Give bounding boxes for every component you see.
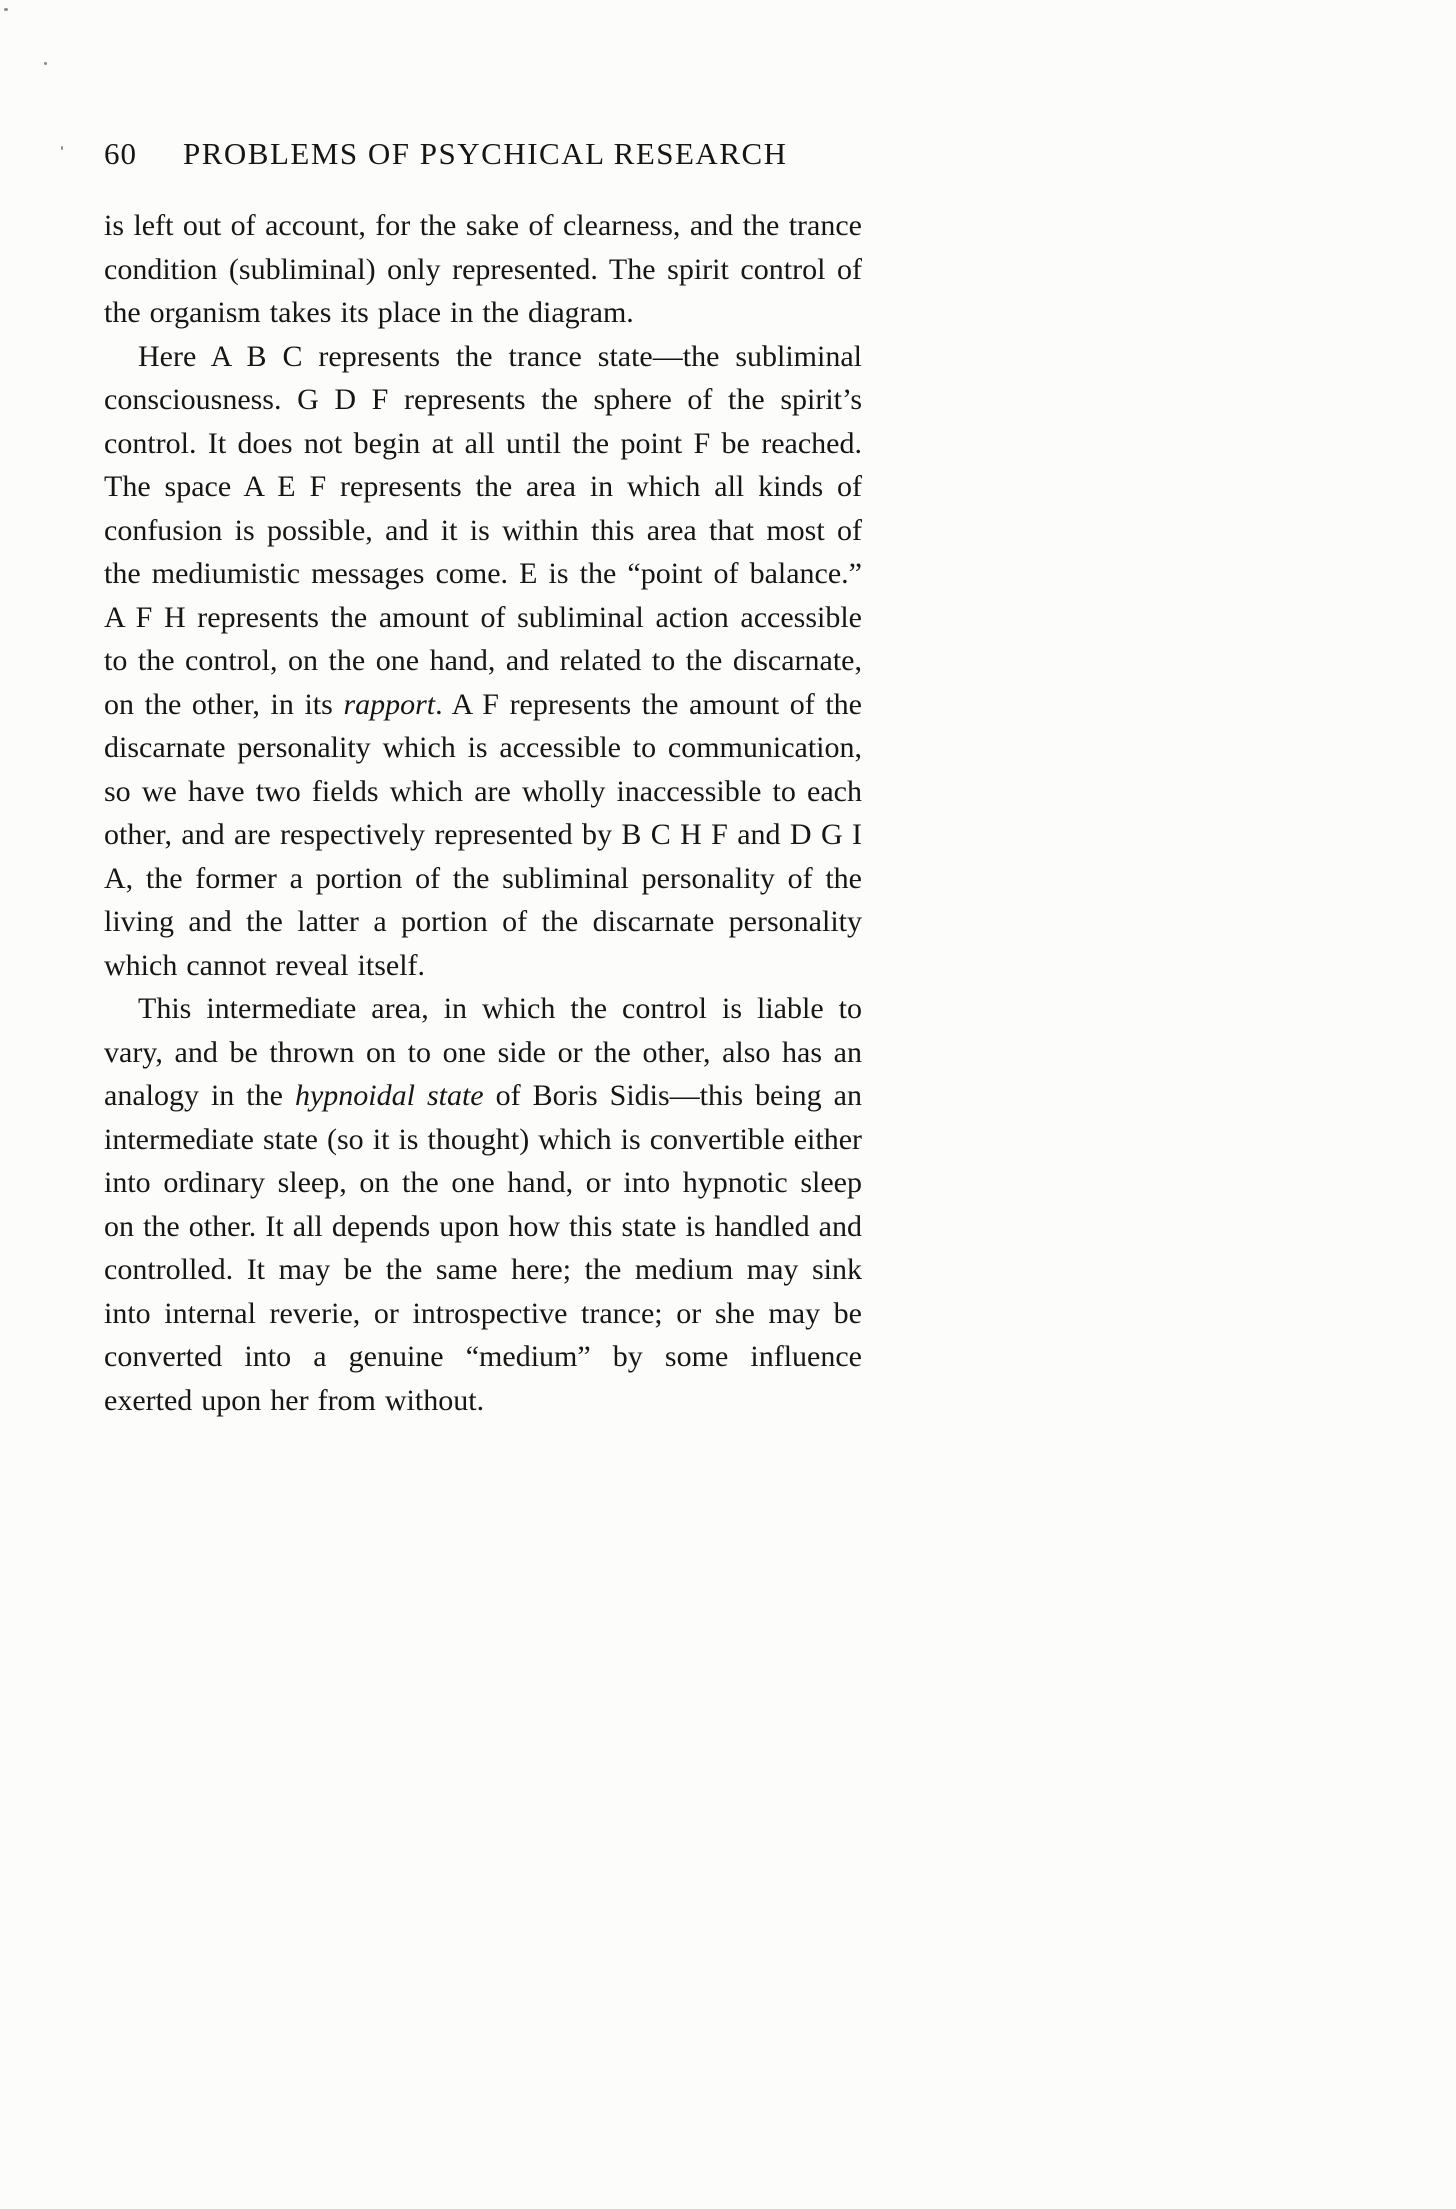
text-run: This intermediate area, in which the control is liable to vary, and be thrown on to one side or the other, also has an analogy in the [104, 992, 862, 1112]
text-run: Here A B C represents the trance state—the subliminal consciousness. G D F represents the sphere of the spirit’s control. It does not begin at all until the point F be reached. The space A E F represents the area in which all kinds of confusion is possible, and it is within this area that most of the mediumistic messages come. E is the “point of balance.” A F H represents the amount of subliminal action accessible to the control, on the one hand, and related to the discarnate, on the other, in its [104, 339, 862, 721]
page-content [104, 136, 862, 1422]
text-run: of Boris Sidis—this being an intermediate state (so it is thought) which is convertible either into ordinary sleep, on the one hand, or into hypnotic sleep on the other. It all depends upon how this state is handled and controlled. It may be the same here; the medium may sink into internal reverie, or introspective trance; or she may be converted into a genuine “medium” by some influence exerted upon her from without. [104, 1079, 862, 1417]
scan-speck [44, 62, 47, 65]
paragraph [104, 335, 862, 988]
italic-text-run: hypnoidal state [294, 1079, 484, 1112]
paragraph [104, 987, 862, 1422]
text-run: is left out of account, for the sake of clearness, and the trance condition (subliminal) only represented. The spirit control of the organism takes its place in the diagram. [104, 209, 862, 329]
text-block [104, 204, 862, 1422]
scan-speck [4, 8, 8, 11]
page-header [104, 136, 862, 172]
running-title: PROBLEMS OF PSYCHICAL RESEARCH [183, 136, 788, 171]
italic-text-run: rapport [343, 687, 436, 721]
paragraph [104, 204, 862, 335]
page-number: 60 [104, 136, 137, 171]
scan-speck [61, 146, 63, 150]
text-run: . A F represents the amount of the discarnate personality which is accessible to communication, so we have two fields which are wholly inaccessible to each other, and are respectively represented by B C H F and D G I A, the former a portion of the subliminal personality of the living and the latter a portion of the discarnate personality which cannot reveal itself. [104, 687, 862, 982]
